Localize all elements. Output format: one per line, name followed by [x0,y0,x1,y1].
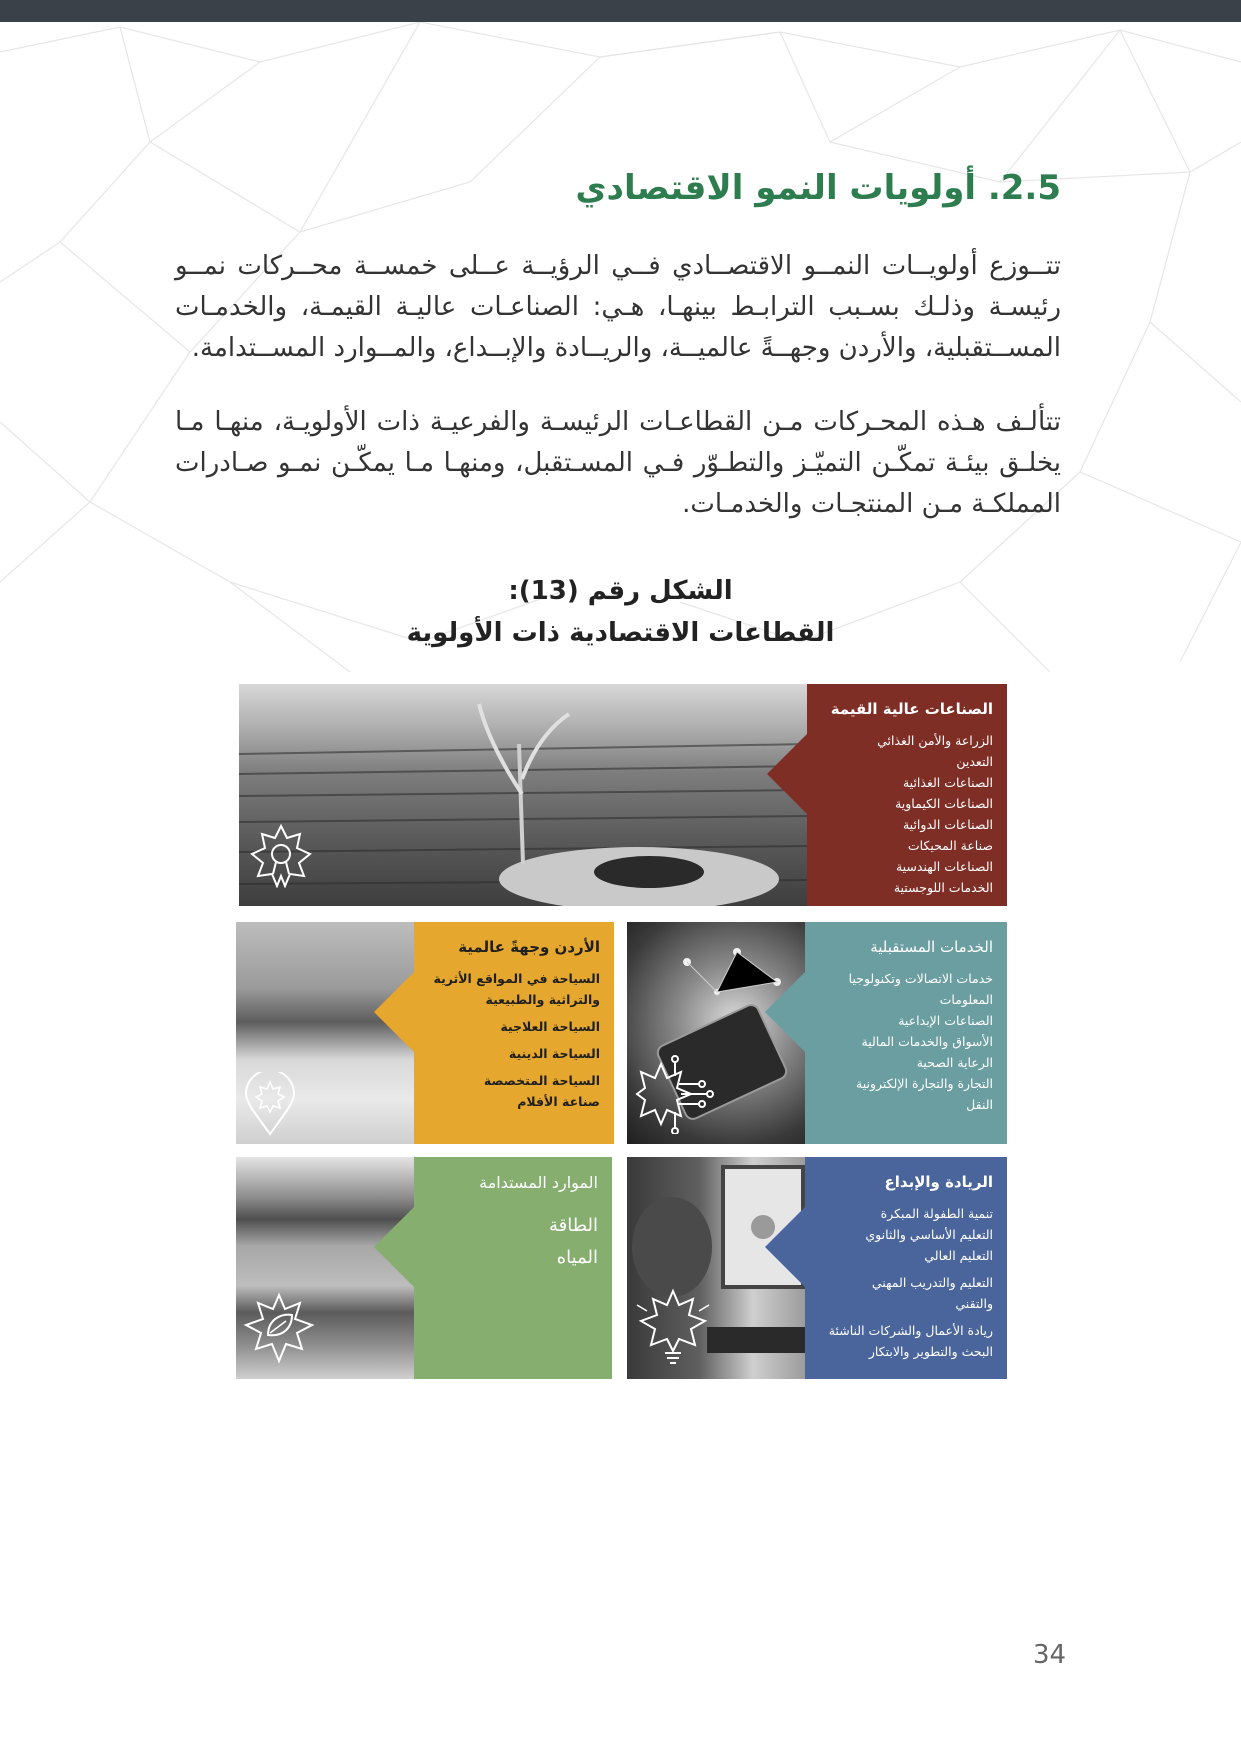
list-item: التجارة والتجارة الإلكترونية [856,1076,993,1091]
sector-tile-high-value-industries [239,684,1007,906]
list-item: المياه [556,1247,598,1268]
list-item: السياحة العلاجية [500,1019,600,1034]
sector-panel-jordan-destination [414,922,614,1144]
priority-sectors-figure [236,684,1006,1379]
sector-tile-entrepreneurship [627,1157,1007,1379]
top-bar [0,0,1241,22]
list-item: البحث والتطوير والابتكار [868,1344,993,1359]
intro-paragraph: تتــوزع أولويــات النمــو الاقتصــادي فــي الرؤيــة عــلى خمســة محــركات نمــو رئيسـة وذلـك بسـبب الترابـط بينهـا، هـي: الصناعـات عاليـة القيمـة، والخدمـات المســتقبلية، والأردن وجهــةً عالميــة، والريــادة والإبــداع، والمــوارد المســتدامة. [175,251,1061,363]
list-item: خدمات الاتصالات وتكنولوجيا [848,971,993,986]
leaf-star-icon [242,1291,316,1365]
sector-title: الأردن وجهةً عالمية [458,938,600,956]
sector-title: الريادة والإبداع [884,1173,993,1191]
figure-caption-number: الشكل رقم (13): [508,576,733,606]
list-item: صناعة الأفلام [517,1094,600,1109]
lightbulb-star-icon [635,1285,711,1365]
list-item: الصناعات الغذائية [902,775,993,790]
list-item: السياحة الدينية [508,1046,600,1061]
list-item: الصناعات الكيماوية [895,796,993,811]
list-item: التعليم الأساسي والثانوي [865,1227,993,1242]
sector-items [424,968,600,1112]
list-item: السياحة المتخصصة [483,1073,600,1088]
section-heading: 2.5. أولويات النمو الاقتصادي [575,168,1061,208]
list-item: الصناعات الإبداعية [898,1013,993,1028]
figure-caption-title: القطاعات الاقتصادية ذات الأولوية [406,618,835,648]
list-item: التعليم العالي [924,1248,993,1263]
award-star-icon [249,824,313,888]
sector-items [817,730,993,898]
sector-title: الصناعات عالية القيمة [830,700,993,718]
list-item: والتراثية والطبيعية [485,992,600,1007]
list-item: والتقني [955,1296,993,1311]
sector-items [424,1210,598,1274]
location-pin-icon [242,1072,298,1138]
sector-panel-high-value [807,684,1007,906]
list-item: الصناعات الدوائية [902,817,993,832]
sector-title: الموارد المستدامة [479,1173,598,1192]
sector-panel-entrepreneurship [805,1157,1007,1379]
list-item: التعدين [956,754,993,769]
list-item: السياحة في المواقع الأثرية [433,971,600,986]
list-item: صناعة المحيكات [907,838,993,853]
detail-paragraph: تتألـف هـذه المحـركات مـن القطاعـات الرئيسـة والفرعيـة ذات الأولويـة، منهـا مـا يخلـق بيئـة تمكّـن التميّـز والتطـوّر فـي المسـتقبل، ومنهـا مـا يمكّـن نمـو صـادرات المملكـة مـن المنتجـات والخدمـات. [175,407,1061,519]
sector-title: الخدمات المستقبلية [870,938,993,956]
list-item: الخدمات اللوجستية [893,880,993,895]
list-item: الطاقة [549,1215,598,1236]
seedling-field-photo [239,684,809,906]
list-item: ريادة الأعمال والشركات الناشئة [828,1323,993,1338]
list-item: المعلومات [939,992,993,1007]
list-item: الصناعات الهندسية [895,859,993,874]
circuit-star-icon [635,1054,715,1134]
list-item: الأسواق والخدمات المالية [861,1034,993,1049]
list-item: الزراعة والأمن الغذائي [877,733,993,748]
sector-tile-future-services [627,922,1007,1144]
list-item: الرعاية الصحية [916,1055,993,1070]
figure-caption [300,570,941,654]
page-number: 34 [1033,1640,1067,1670]
list-item: النقل [966,1097,993,1112]
sector-panel-future-services [805,922,1007,1144]
list-item: التعليم والتدريب المهني [871,1275,993,1290]
list-item: تنمية الطفولة المبكرة [880,1206,993,1221]
sector-items [815,1203,993,1362]
sector-panel-sustainable-resources [414,1157,612,1379]
sector-tile-sustainable-resources [236,1157,612,1379]
sector-tile-jordan-destination [236,922,614,1144]
sector-items [815,968,993,1115]
